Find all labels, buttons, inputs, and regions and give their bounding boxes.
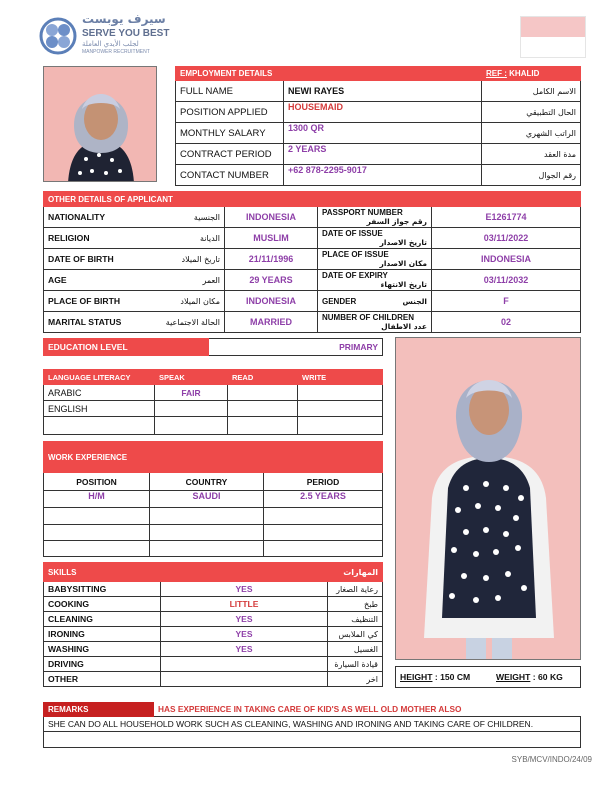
logo-english: SERVE YOU BEST [82, 28, 170, 39]
row-label [318, 291, 432, 312]
row-label: NATIONALITY [44, 207, 144, 228]
work-header-period: PERIOD [264, 473, 383, 491]
row-value: +62 878-2295-9017 [284, 165, 482, 186]
row-label [318, 312, 432, 333]
skill-name: BABYSITTING [44, 582, 161, 597]
logo-emblem-icon [38, 16, 78, 56]
employment-row [176, 123, 581, 144]
row-label-text: PASSPORT NUMBER [322, 208, 403, 217]
row-label-arabic: العمر [144, 270, 225, 291]
skill-name: CLEANING [44, 612, 161, 627]
skill-value: YES [161, 582, 328, 597]
work-row-empty [44, 541, 383, 557]
row-value: 03/11/2032 [432, 270, 581, 291]
ref-cell [482, 67, 581, 81]
work-row-empty [44, 525, 383, 541]
other-details-row [44, 207, 581, 228]
row-value: MUSLIM [225, 228, 318, 249]
skill-arabic: كي الملابس [328, 627, 383, 642]
other-details-row [44, 270, 581, 291]
row-label: AGE [44, 270, 144, 291]
row-label: CONTRACT PERIOD [176, 144, 284, 165]
work-period: 2.5 YEARS [264, 491, 383, 508]
row-label-arabic: الجنسية [144, 207, 225, 228]
work-row-empty [44, 508, 383, 525]
row-label-arabic: رقم جواز السفر [366, 217, 427, 226]
row-value: NEWI RAYES [284, 81, 482, 102]
row-label-arabic: الراتب الشهري [482, 123, 581, 144]
skill-value: YES [161, 627, 328, 642]
row-label-text: GENDER [322, 296, 357, 306]
language-header-write: WRITE [298, 370, 383, 385]
skill-arabic: طبخ [328, 597, 383, 612]
weight-label: WEIGHT [496, 672, 531, 682]
row-label-arabic: مدة العقد [482, 144, 581, 165]
row-label-text: DATE OF ISSUE [322, 229, 383, 238]
row-label: DATE OF BIRTH [44, 249, 144, 270]
row-label-arabic: تاريخ الميلاد [144, 249, 225, 270]
row-value: INDONESIA [225, 291, 318, 312]
language-speak [155, 401, 228, 417]
ref-value: KHALID [509, 69, 540, 78]
row-value: 03/11/2022 [432, 228, 581, 249]
work-experience-title: WORK EXPERIENCE [44, 442, 383, 473]
work-header-position: POSITION [44, 473, 150, 491]
work-country: SAUDI [150, 491, 264, 508]
row-label: PLACE OF BIRTH [44, 291, 144, 312]
row-label: MONTHLY SALARY [176, 123, 284, 144]
language-header-read: READ [228, 370, 298, 385]
other-details-row [44, 228, 581, 249]
row-label [318, 228, 432, 249]
skills-title-spacer [161, 563, 328, 582]
row-label-text: DATE OF EXPIRY [322, 271, 388, 280]
row-label: FULL NAME [176, 81, 284, 102]
skill-row [44, 672, 383, 687]
education-table [43, 338, 383, 356]
skills-table [43, 562, 383, 687]
remarks-label: REMARKS [44, 703, 154, 717]
logo-sub-english: MANPOWER RECRUITMENT [82, 49, 150, 55]
row-label: RELIGION [44, 228, 144, 249]
employment-row [176, 144, 581, 165]
language-row [44, 385, 383, 401]
row-value: HOUSEMAID [284, 102, 482, 123]
indonesia-flag [520, 16, 586, 58]
row-label-arabic: الجنس [402, 296, 427, 306]
skill-name: IRONING [44, 627, 161, 642]
row-label [318, 249, 432, 270]
skill-name: WASHING [44, 642, 161, 657]
weight-field: WEIGHT : 60 KG [496, 672, 563, 682]
row-label-arabic: الاسم الكامل [482, 81, 581, 102]
work-header-country: COUNTRY [150, 473, 264, 491]
row-label: CONTACT NUMBER [176, 165, 284, 186]
skill-arabic: اخر [328, 672, 383, 687]
row-label-arabic: الحالة الاجتماعية [144, 312, 225, 333]
row-label: MARITAL STATUS [44, 312, 144, 333]
skill-row [44, 642, 383, 657]
height-label: HEIGHT [400, 672, 433, 682]
row-value: 29 YEARS [225, 270, 318, 291]
other-details-row [44, 312, 581, 333]
work-experience-table [43, 441, 383, 557]
skill-arabic: رعاية الصغار [328, 582, 383, 597]
height-value: 150 CM [440, 672, 471, 682]
skill-row [44, 612, 383, 627]
height-weight-box [395, 666, 581, 688]
skills-title-arabic: المهارات [328, 563, 383, 582]
skill-arabic: قيادة السيارة [328, 657, 383, 672]
language-write [298, 401, 383, 417]
row-value: 02 [432, 312, 581, 333]
applicant-full-body-photo [395, 337, 581, 660]
language-read [228, 401, 298, 417]
language-read [228, 385, 298, 401]
employment-row [176, 102, 581, 123]
skill-arabic: الغسيل [328, 642, 383, 657]
row-label-arabic: مكان الاصدار [379, 259, 427, 268]
skill-value: LITTLE [161, 597, 328, 612]
skill-name: DRIVING [44, 657, 161, 672]
work-row [44, 491, 383, 508]
language-name: ENGLISH [44, 401, 155, 417]
row-value: INDONESIA [225, 207, 318, 228]
row-value: 21/11/1996 [225, 249, 318, 270]
language-name: ARABIC [44, 385, 155, 401]
logo-sub-arabic: لجلب الأيدي العاملة [82, 40, 139, 48]
language-header-literacy: LANGUAGE LITERACY [44, 370, 155, 385]
remarks-text: SHE CAN DO ALL HOUSEHOLD WORK SUCH AS CLEANING, WASHING AND IRONING AND TAKING CARE OF CHILDREN. [44, 717, 581, 732]
row-label-arabic: رقم الجوال [482, 165, 581, 186]
row-value: INDONESIA [432, 249, 581, 270]
language-header-speak: SPEAK [155, 370, 228, 385]
employment-row [176, 81, 581, 102]
language-table [43, 369, 383, 435]
remarks-empty-line [44, 732, 581, 748]
row-label [318, 207, 432, 228]
row-value: 2 YEARS [284, 144, 482, 165]
applicant-portrait-photo [43, 66, 157, 182]
employment-details-table [175, 66, 581, 186]
row-label-arabic: مكان الميلاد [144, 291, 225, 312]
row-value: 1300 QR [284, 123, 482, 144]
skill-row [44, 597, 383, 612]
height-field: HEIGHT : 150 CM [400, 672, 471, 682]
skill-arabic: التنظيف [328, 612, 383, 627]
row-label-arabic: تاريخ الاصدار [379, 238, 427, 247]
logo-arabic: سيرف يوبست [82, 12, 166, 26]
row-value: MARRIED [225, 312, 318, 333]
row-value: F [432, 291, 581, 312]
work-position: H/M [44, 491, 150, 508]
remarks-headline: HAS EXPERIENCE IN TAKING CARE OF KID'S AS WELL OLD MOTHER ALSO [158, 704, 462, 715]
document-code: SYB/MCV/INDO/24/09 [511, 755, 592, 764]
education-label: EDUCATION LEVEL [44, 339, 209, 356]
other-details-table [43, 191, 581, 333]
language-speak: FAIR [155, 385, 228, 401]
skill-row [44, 627, 383, 642]
company-logo [38, 12, 188, 58]
skill-row [44, 582, 383, 597]
skill-value [161, 672, 328, 687]
education-value: PRIMARY [209, 339, 383, 356]
row-label-text: NUMBER OF CHILDREN [322, 313, 414, 322]
row-value: E1261774 [432, 207, 581, 228]
employment-details-title: EMPLOYMENT DETAILS [176, 67, 482, 81]
other-details-row [44, 249, 581, 270]
skill-value [161, 657, 328, 672]
language-write [298, 385, 383, 401]
employment-row [176, 165, 581, 186]
row-label: POSITION APPLIED [176, 102, 284, 123]
remarks-table [43, 702, 581, 748]
other-details-row [44, 291, 581, 312]
skill-value: YES [161, 612, 328, 627]
ref-label: REF : [486, 69, 507, 78]
row-label-arabic: تاريخ الانتهاء [380, 280, 427, 289]
language-row-empty [44, 417, 383, 435]
skill-value: YES [161, 642, 328, 657]
language-row [44, 401, 383, 417]
row-label-arabic: عدد الاطفال [381, 322, 427, 331]
row-label-arabic: الحال التطبيقي [482, 102, 581, 123]
skill-name: COOKING [44, 597, 161, 612]
other-details-title: OTHER DETAILS OF APPLICANT [44, 192, 581, 207]
skills-title: SKILLS [44, 563, 161, 582]
weight-value: 60 KG [538, 672, 563, 682]
skill-name: OTHER [44, 672, 161, 687]
row-label [318, 270, 432, 291]
skill-row [44, 657, 383, 672]
row-label-text: PLACE OF ISSUE [322, 250, 389, 259]
row-label-arabic: الديانة [144, 228, 225, 249]
